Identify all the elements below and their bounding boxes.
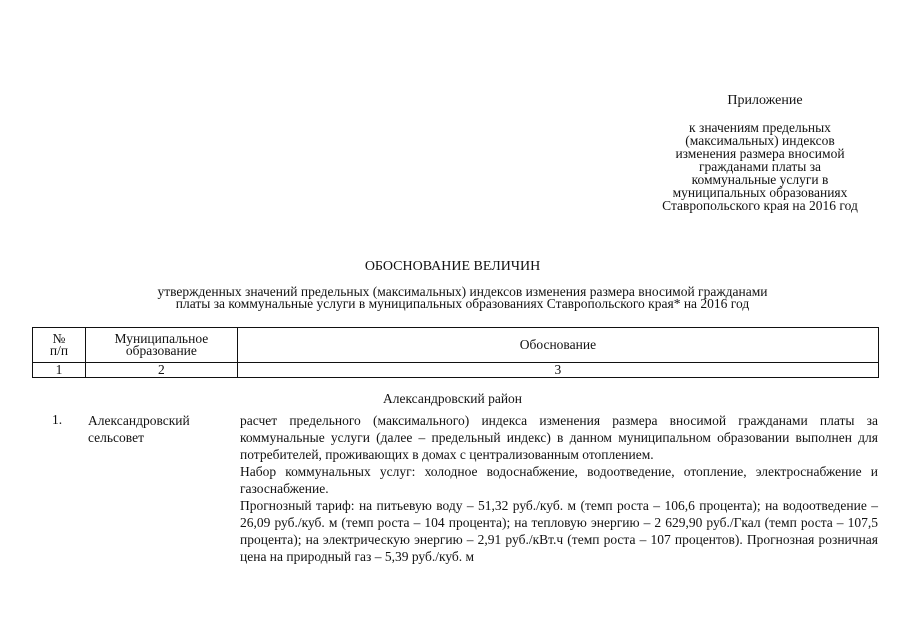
appendix-line: (максимальных) индексов <box>685 133 835 148</box>
header-number-line2: п/п <box>49 343 69 358</box>
header-cell-number <box>33 328 86 363</box>
appendix-caption <box>640 121 880 212</box>
municipality-line1: Александровский <box>88 413 190 428</box>
header-number-line1: № <box>52 331 66 346</box>
subtitle-line: платы за коммунальные услуги в муниципальных образованиях Ставропольского края* на 2016 год <box>175 296 750 311</box>
column-number-cell: 1 <box>33 363 86 378</box>
justification-paragraph: расчет предельного (максимального) индекса изменения размера вносимой гражданами платы за коммунальные услуги (далее – предельный индекс) в данном муниципальном образовании выполнен для потребителей, проживающих в домах с централизованным отоплением. <box>240 413 878 462</box>
header-table <box>32 327 879 378</box>
justification-paragraph: Прогнозный тариф: на питьевую воду – 51,32 руб./куб. м (темп роста – 106,6 процента); на водоотведение – 26,09 руб./куб. м (темп роста – 104 процента); на тепловую энергию – 2 629,90 руб./Гкал (темп роста – 107,5 процента); на электрическую энергию – 2,91 руб./кВт.ч (темп роста – 107 процентов). Прогнозная розничная цена на природный газ – 5,39 руб./куб. м <box>240 498 878 564</box>
row-number: 1. <box>52 412 63 427</box>
header-cell-municipality <box>85 328 237 363</box>
document-title: ОБОСНОВАНИЕ ВЕЛИЧИН <box>364 259 541 274</box>
appendix-title: Приложение <box>727 93 803 108</box>
header-muni-line2: образование <box>125 343 197 358</box>
appendix-line: к значениям предельных <box>689 120 831 135</box>
row-municipality <box>88 412 228 446</box>
municipality-line2: сельсовет <box>88 430 144 445</box>
document-subtitle <box>90 286 835 310</box>
appendix-line: коммунальные услуги в <box>691 172 829 187</box>
appendix-line: изменения размера вносимой <box>675 146 845 161</box>
column-number-cell: 3 <box>237 363 878 378</box>
justification-paragraph: Набор коммунальных услуг: холодное водоснабжение, водоотведение, отопление, электроснабжение и газоснабжение. <box>240 464 878 496</box>
header-row <box>33 328 879 363</box>
header-muni-line1: Муниципальное <box>114 331 209 346</box>
district-heading: Александровский район <box>382 391 523 406</box>
subtitle-line: утвержденных значений предельных (максимальных) индексов изменения размера вносимой гражданами <box>157 284 768 299</box>
appendix-line: гражданами платы за <box>698 159 822 174</box>
appendix-line: муниципальных образованиях <box>672 185 848 200</box>
header-cell-justification: Обоснование <box>237 328 878 363</box>
column-number-cell: 2 <box>85 363 237 378</box>
appendix-line: Ставропольского края на 2016 год <box>662 198 858 213</box>
column-number-row <box>33 363 879 378</box>
row-justification <box>240 412 878 565</box>
